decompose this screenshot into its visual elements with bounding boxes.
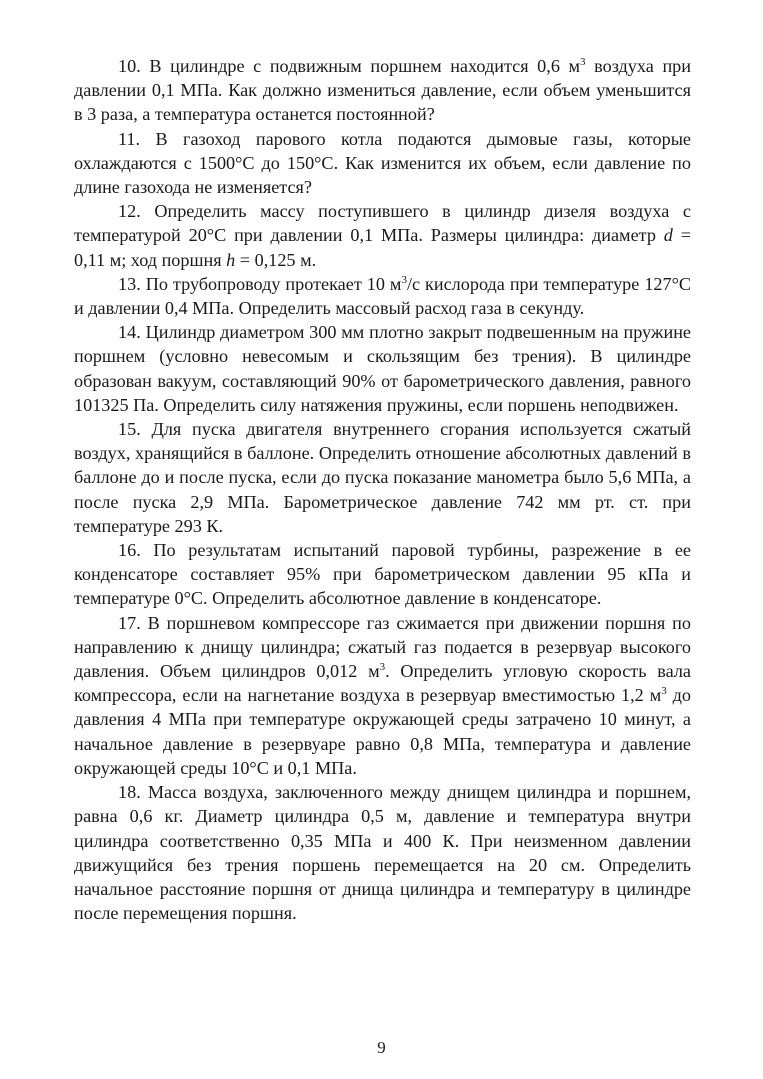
problem-13: 13. По трубопроводу протекает 10 $м^3/с$ кислорода при температуре 127°С и давлении 0,4 МПа. Определить массовый расход газа в секунду. [74,273,692,319]
problem-number: 17. [118,612,141,633]
problem-17: 17. В поршневом компрессоре газ сжимается при движении поршня по направлению к днищу цилиндра; сжатый газ подается в резервуар высокого давления. Объем цилиндров 0,012 $м^3$. Определить угловую скорость вала компрессора, если на нагнетание воздуха в резервуар вместимостью 1,2 $м^3$ до давления 4 МПа при температуре окружающей среды затрачено 10 минут, а начальное давление в резервуаре равно 0,8 МПа, температура и давление окружающей среды 10°С и 0,1 МПа. [74,612,691,778]
problem-number: 11. [118,128,141,149]
problem-number: 10. [118,56,141,76]
problem-number: 15. [118,419,141,440]
problem-text: Цилиндр диаметром 300 мм плотно закрыт подвешенным на пружине поршнем (условно невесомым и скользящим без трения). В цилиндре образован вакуум, составляющий 90% от барометрического давления, равного 101325 Па. Определить силу натяжения пружины, если поршень неподвижен. [74,322,692,415]
problem-number: 16. [118,540,141,561]
page-number: 9 [377,1038,386,1057]
problem-10: 10. В цилиндре с подвижным поршнем находится 0,6 $м^3$ воздуха при давлении 0,1 МПа. Как должно измениться давление, если объем уменьшится в 3 раза, а температура останется постоянной? [74,56,691,125]
document-body [74,54,691,925]
problem-text: Масса воздуха, заключенного между днищем цилиндра и поршнем, равна 0,6 кг. Диаметр цилиндра 0,5 м, давление и температура внутри цилиндра соответственно 0,35 МПа и 400 К. При неизменном давлении движущийся без трения поршень перемещается на 20 см. Определить начальное расстояние поршня от днища цилиндра и температуру в цилиндре после перемещения поршня. [74,782,691,924]
variable-h: h [226,249,236,270]
problem-number: 14. [118,322,141,343]
problem-15 [74,417,691,538]
problem-text: В газоход парового котла подаются дымовые газы, которые охлаждаются с 1500°С до 150°С. Как изменится их объем, если давление по длине газохода не изменяется? [74,128,691,198]
problem-number: 12. [118,201,141,222]
problem-number: 13. [118,273,141,294]
variable-d: d [663,225,673,246]
problem-text: Для пуска двигателя внутреннего сгорания используется сжатый воздух, хранящийся в баллоне. Определить отношение абсолютных давлений в баллоне до и после пуска, если до пуска показание манометра было 5,6 МПа, а после пуска 2,9 МПа. Барометрическое давление 742 мм рт. ст. при температуре 293 К. [74,419,692,536]
problem-14 [74,320,691,417]
problem-number: 18. [118,782,141,803]
problem-11 [74,127,691,200]
problem-18 [74,780,691,925]
problem-text: По результатам испытаний паровой турбины, разрежение в ее конденсаторе составляет 95% при барометрическом давлении 95 кПа и температуре 0°С. Определить абсолютное давление в конденсаторе. [74,540,692,609]
problem-12: 12. Определить массу поступившего в цилиндр дизеля воздуха с температурой 20°С при давлении 0,1 МПа. Размеры цилиндра: диаметр d = 0,11 м; ход поршня h = 0,125 м. [74,201,691,270]
problem-16 [74,538,691,611]
